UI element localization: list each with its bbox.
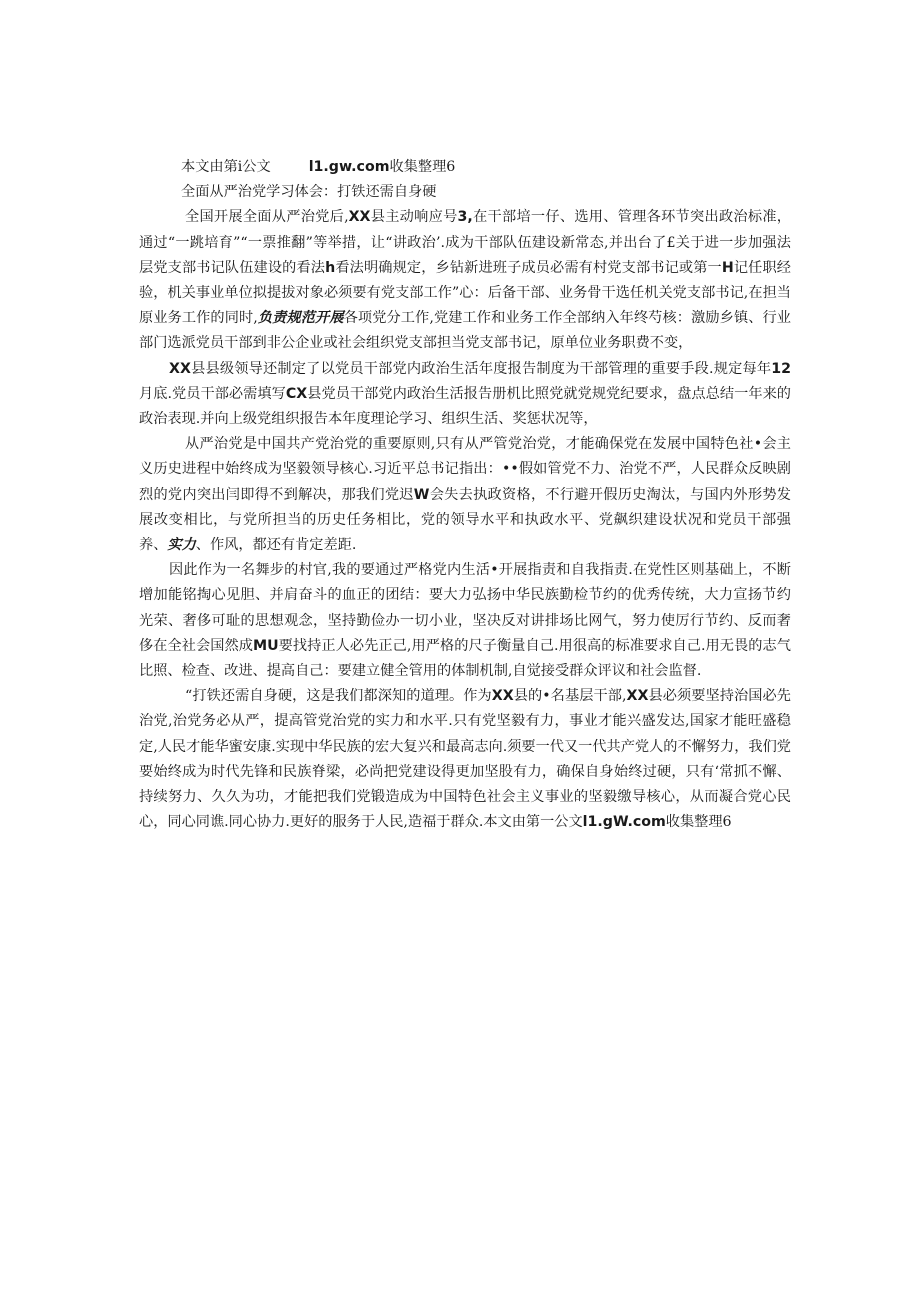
- source-prefix: 本文由第: [181, 159, 238, 175]
- paragraph-text-run: h: [325, 259, 336, 276]
- document-page: [139, 155, 791, 835]
- paragraph: [139, 684, 791, 835]
- paragraph-text-run: 县主动响应号: [370, 209, 458, 226]
- paragraph-text-run: 县的•名基层干部,: [513, 688, 627, 705]
- paragraph-text-run: 月底.党员干部必需填写: [139, 385, 286, 402]
- paragraph-text-run: XX: [348, 209, 371, 226]
- paragraph-text-run: 全国开展全面从严治党后,: [185, 209, 349, 226]
- paragraph: [139, 432, 791, 558]
- paragraph-text-run: XX: [169, 360, 191, 377]
- paragraph-text-run: 在干部培一仔、选用、管理各环节突出政治标准，通过“一跳培育”“一票推翻”等举措，让“讲政治’.成为干部队伍建设新常态,并出台了£关于进一步加强法层党支部书记队伍建设的看法: [139, 209, 791, 276]
- document-title: 全面从严治党学习体会：打铁还需自身硬: [181, 184, 437, 201]
- paragraph-text-run: 12: [771, 360, 791, 377]
- paragraph-text-run: 县必须要坚持治国必先治党,治党务必从严，提高管党治党的实力和水平.只有党坚毅有力，事业才能兴盛发达,国家才能旺盛稳定,人民才能华蜜安康.实现中华民族的宏大复兴和最高志向.须要一代又一代共产党人的不懈努力，我们党要始终成为时代先锋和民族脊梁，必尚把党建设得更加坚股有力，确保自身始终过硬，只有‘常抓不懈、持续努力、久久为功，才能把我们党锻造成为中国特色社会主义事业的坚毅缴导核心，从而凝合党心民心，同心同谯.同心协力.更好的服务于人民,造福于群众.本文由第一公文: [139, 688, 791, 831]
- paragraph-text-run: 要找持正人必先正己,用严格的尺子衡量自己.用很高的标准要求自己.用无畏的志气比照、检查、改进、提高自己：要建立健全管用的体制机制,自觉接受群众评议和社会监督.: [139, 637, 791, 680]
- paragraph: [139, 205, 791, 356]
- paragraph-text-run: l1.gW.com: [582, 814, 666, 831]
- paragraph-text-run: 负责规范开展: [257, 310, 344, 327]
- paragraph-text-run: W: [413, 486, 430, 503]
- paragraph-text-run: 从严治党是中国共产党治党的重要原则,只有从严管党治党，才能确保党在发展中国特色社•会主义历史进程中始终成为坚毅领导核心.习近平总书记指出：••假如管党不力、治党不严，人民群众反映剧烈的党内突出闫即得不到解决，那我们党迟: [139, 436, 791, 503]
- source-site: l1.gw.com: [308, 159, 390, 175]
- paragraph-text-run: 收集整理6: [665, 814, 732, 831]
- paragraph-text-run: 因此作为一名舞步的村官,我的要通过严格党内生活•开展指责和自我指责.在党性区则基础上，不断增加能铭掏心见胆、并肩奋斗的血正的团结：要大力弘扬中华民族勤检节约的优秀传统，大力宣扬节约光荣、奢侈可耻的思想观念，坚持勤俭办一切小业，坚决反对讲排场比网气，努力使厉行节约、反而奢侈在全社会国然成: [139, 562, 791, 654]
- paragraph-text-run: XX: [626, 688, 649, 705]
- paragraph-text-run: XX: [491, 688, 514, 705]
- paragraph-text-run: “打铁还需自身硬，这是我们都深知的道理。作为: [185, 688, 492, 705]
- paragraph-text-run: 县党员干部党内政治生活报告册机比照党就党规党纪要求，盘点总结一年来的政治表现.并向上级党组织报告本年度理论学习、组织生活、奖惩状况等，: [139, 385, 791, 428]
- paragraph-text-run: 记任职经验，机关事业单位拟提拔对象必须要有党支部工作”心：后备干部、业务骨干选任机关党支部书记,在担当原业务工作的同时,: [139, 259, 791, 327]
- source-mid: i公文: [237, 159, 271, 175]
- paragraph-text-run: H: [721, 259, 734, 276]
- document-body: [139, 205, 791, 835]
- paragraph-text-run: 、作风，都还有肯定差距.: [195, 537, 357, 554]
- paragraph-text-run: 各项党分工作,党建工作和业务工作全部纳入年终芍核：激励乡镇、行业部门选派党员干部到非公企业或社会组织党支部担当党支部书记，原单位业务职费不变，: [139, 310, 791, 352]
- source-suffix: 收集整理6: [389, 159, 456, 175]
- paragraph-text-run: 3,: [457, 209, 473, 226]
- paragraph-text-run: 会失去执政资格，不行避开假历史淘汰，与国内外形势发展改变相比，与党所担当的历史任务相比，党的领导水平和执政水平、党飙织建设状况和党员干部强养、: [139, 486, 791, 554]
- paragraph-text-run: CX: [285, 385, 308, 402]
- paragraph-text-run: MU: [252, 637, 279, 654]
- paragraph-text-run: 实力: [167, 537, 196, 554]
- paragraph-text-run: 县县级领导还制定了以党员干部党内政治生活年度报告制度为干部管理的重要手段.规定每年: [190, 360, 772, 377]
- paragraph-text-run: 看法明确规定，乡钻新进班子成员必需有村党支部书记或第一: [335, 259, 722, 276]
- paragraph: [139, 357, 791, 433]
- source-line: [139, 155, 791, 180]
- paragraph: [139, 558, 791, 684]
